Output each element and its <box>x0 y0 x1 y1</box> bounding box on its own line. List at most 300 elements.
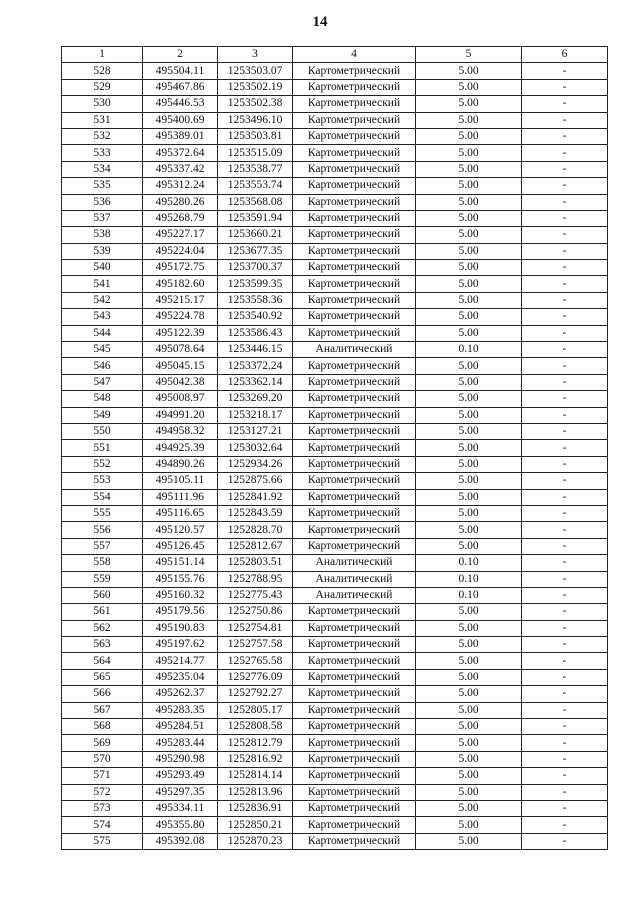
table-cell: 495290.98 <box>143 751 218 767</box>
table-row <box>62 210 608 226</box>
table-cell: 495197.62 <box>143 637 218 653</box>
table-cell: 1253515.09 <box>218 145 293 161</box>
table-cell: 573 <box>62 800 143 816</box>
table-cell: 543 <box>62 309 143 325</box>
table-cell: Картометрический <box>293 128 416 144</box>
table-cell: Картометрический <box>293 391 416 407</box>
table-row <box>62 309 608 325</box>
table-row <box>62 669 608 685</box>
table-cell: 5.00 <box>416 79 522 95</box>
header-row <box>62 47 608 63</box>
table-cell: 1253502.38 <box>218 96 293 112</box>
table-cell: Картометрический <box>293 194 416 210</box>
table-cell: 5.00 <box>416 227 522 243</box>
table-row <box>62 768 608 784</box>
table-cell: - <box>522 309 608 325</box>
table-cell: Аналитический <box>293 555 416 571</box>
table-cell: - <box>522 669 608 685</box>
table-header <box>62 47 608 63</box>
table-row <box>62 800 608 816</box>
table-cell: 1252776.09 <box>218 669 293 685</box>
table-cell: Картометрический <box>293 473 416 489</box>
table-cell: 495126.45 <box>143 538 218 554</box>
table-cell: 495155.76 <box>143 571 218 587</box>
table-cell: 5.00 <box>416 505 522 521</box>
table-row <box>62 456 608 472</box>
table-cell: Картометрический <box>293 751 416 767</box>
table-cell: 5.00 <box>416 96 522 112</box>
table-cell: Картометрический <box>293 719 416 735</box>
table-row <box>62 342 608 358</box>
table-cell: - <box>522 178 608 194</box>
table-cell: 495293.49 <box>143 768 218 784</box>
table-cell: 5.00 <box>416 309 522 325</box>
table-row <box>62 79 608 95</box>
table-cell: - <box>522 79 608 95</box>
table-cell: 538 <box>62 227 143 243</box>
table-row <box>62 719 608 735</box>
table-cell: Картометрический <box>293 112 416 128</box>
table-row <box>62 391 608 407</box>
table-cell: 495151.14 <box>143 555 218 571</box>
table-cell: 539 <box>62 243 143 259</box>
table-cell: - <box>522 407 608 423</box>
table-cell: 545 <box>62 342 143 358</box>
table-cell: 495268.79 <box>143 210 218 226</box>
table-cell: 495337.42 <box>143 161 218 177</box>
table-cell: Картометрический <box>293 309 416 325</box>
table-cell: 495179.56 <box>143 604 218 620</box>
table-cell: Картометрический <box>293 423 416 439</box>
table-cell: 544 <box>62 325 143 341</box>
table-cell: 5.00 <box>416 669 522 685</box>
table-cell: - <box>522 784 608 800</box>
table-cell: 5.00 <box>416 358 522 374</box>
table-cell: 5.00 <box>416 833 522 849</box>
table-cell: 5.00 <box>416 210 522 226</box>
table-cell: 5.00 <box>416 620 522 636</box>
table-cell: 494890.26 <box>143 456 218 472</box>
table-cell: 1252750.86 <box>218 604 293 620</box>
table-cell: - <box>522 112 608 128</box>
table-cell: 5.00 <box>416 702 522 718</box>
table-cell: 537 <box>62 210 143 226</box>
table-cell: 1252812.79 <box>218 735 293 751</box>
table-cell: 495227.17 <box>143 227 218 243</box>
table-cell: 495297.35 <box>143 784 218 800</box>
table-row <box>62 817 608 833</box>
table-cell: 1252805.17 <box>218 702 293 718</box>
table-row <box>62 686 608 702</box>
table-cell: 494925.39 <box>143 440 218 456</box>
table-cell: 532 <box>62 128 143 144</box>
table-cell: Картометрический <box>293 243 416 259</box>
table-row <box>62 243 608 259</box>
table-cell: 495160.32 <box>143 587 218 603</box>
table-cell: 559 <box>62 571 143 587</box>
table-cell: - <box>522 751 608 767</box>
table-cell: 569 <box>62 735 143 751</box>
table-cell: 495172.75 <box>143 260 218 276</box>
table-row <box>62 161 608 177</box>
table-cell: 552 <box>62 456 143 472</box>
table-row <box>62 63 608 79</box>
table-cell: - <box>522 243 608 259</box>
table-row <box>62 260 608 276</box>
table-cell: - <box>522 800 608 816</box>
table-cell: - <box>522 653 608 669</box>
page-number: 14 <box>312 14 328 30</box>
table-cell: 0.10 <box>416 571 522 587</box>
table-cell: - <box>522 768 608 784</box>
table-cell: 495389.01 <box>143 128 218 144</box>
table-cell: - <box>522 161 608 177</box>
table-cell: 5.00 <box>416 243 522 259</box>
table-cell: Картометрический <box>293 145 416 161</box>
table-cell: 568 <box>62 719 143 735</box>
table-cell: - <box>522 145 608 161</box>
table-cell: 566 <box>62 686 143 702</box>
table-cell: - <box>522 374 608 390</box>
table-cell: - <box>522 260 608 276</box>
table-cell: 5.00 <box>416 456 522 472</box>
table-cell: Картометрический <box>293 489 416 505</box>
table-cell: 1252808.58 <box>218 719 293 735</box>
table-cell: Картометрический <box>293 653 416 669</box>
table-cell: 550 <box>62 423 143 439</box>
column-header: 1 <box>62 47 143 63</box>
table-cell: 530 <box>62 96 143 112</box>
table-cell: - <box>522 96 608 112</box>
table-cell: - <box>522 489 608 505</box>
table-cell: 495116.65 <box>143 505 218 521</box>
table-cell: 1252828.70 <box>218 522 293 538</box>
table-row <box>62 227 608 243</box>
table-cell: 1253568.08 <box>218 194 293 210</box>
table-cell: Картометрический <box>293 784 416 800</box>
table-cell: 5.00 <box>416 276 522 292</box>
table-cell: 5.00 <box>416 768 522 784</box>
table-row <box>62 538 608 554</box>
table-cell: - <box>522 227 608 243</box>
table-cell: 1252813.96 <box>218 784 293 800</box>
table-cell: 495008.97 <box>143 391 218 407</box>
table-cell: 495446.53 <box>143 96 218 112</box>
table-cell: - <box>522 555 608 571</box>
table-cell: 5.00 <box>416 751 522 767</box>
table-cell: 5.00 <box>416 719 522 735</box>
table-cell: 548 <box>62 391 143 407</box>
table-cell: 1252803.51 <box>218 555 293 571</box>
table-cell: Картометрический <box>293 178 416 194</box>
table-row <box>62 374 608 390</box>
table-cell: 5.00 <box>416 817 522 833</box>
table-cell: 1252814.14 <box>218 768 293 784</box>
table-cell: 495283.44 <box>143 735 218 751</box>
table-cell: Картометрический <box>293 522 416 538</box>
table-cell: - <box>522 325 608 341</box>
table-cell: 495235.04 <box>143 669 218 685</box>
table-cell: - <box>522 686 608 702</box>
table-cell: 495105.11 <box>143 473 218 489</box>
table-cell: Картометрический <box>293 833 416 849</box>
table-cell: 5.00 <box>416 784 522 800</box>
table-cell: 495045.15 <box>143 358 218 374</box>
table-cell: 495355.80 <box>143 817 218 833</box>
table-cell: - <box>522 63 608 79</box>
table-cell: 567 <box>62 702 143 718</box>
table-row <box>62 325 608 341</box>
table-cell: 1252870.23 <box>218 833 293 849</box>
table-cell: 1252775.43 <box>218 587 293 603</box>
table-cell: - <box>522 342 608 358</box>
table-cell: Картометрический <box>293 800 416 816</box>
table-cell: 1253591.94 <box>218 210 293 226</box>
table-cell: 1253362.14 <box>218 374 293 390</box>
table-cell: 5.00 <box>416 325 522 341</box>
table-cell: 495504.11 <box>143 63 218 79</box>
table-cell: - <box>522 292 608 308</box>
table-cell: 565 <box>62 669 143 685</box>
table-cell: 542 <box>62 292 143 308</box>
table-cell: Картометрический <box>293 374 416 390</box>
table-cell: 495283.35 <box>143 702 218 718</box>
table-cell: 561 <box>62 604 143 620</box>
table-row <box>62 833 608 849</box>
table-cell: - <box>522 833 608 849</box>
table-cell: 495224.04 <box>143 243 218 259</box>
table-cell: Картометрический <box>293 358 416 374</box>
table-cell: 553 <box>62 473 143 489</box>
table-cell: - <box>522 210 608 226</box>
table-cell: 1253677.35 <box>218 243 293 259</box>
table-cell: 5.00 <box>416 604 522 620</box>
table-row <box>62 653 608 669</box>
table-row <box>62 440 608 456</box>
table-cell: 495284.51 <box>143 719 218 735</box>
table-cell: Картометрический <box>293 260 416 276</box>
table-cell: 5.00 <box>416 194 522 210</box>
table-cell: - <box>522 505 608 521</box>
table-cell: 495262.37 <box>143 686 218 702</box>
table-cell: Картометрический <box>293 96 416 112</box>
table-cell: 1252792.27 <box>218 686 293 702</box>
table-cell: 5.00 <box>416 538 522 554</box>
table-cell: Картометрический <box>293 620 416 636</box>
table-cell: - <box>522 440 608 456</box>
table-cell: 5.00 <box>416 800 522 816</box>
table-cell: 1253540.92 <box>218 309 293 325</box>
table-cell: Картометрический <box>293 63 416 79</box>
table-row <box>62 128 608 144</box>
table-cell: Картометрический <box>293 456 416 472</box>
table-cell: Картометрический <box>293 79 416 95</box>
table-cell: Аналитический <box>293 587 416 603</box>
table-cell: 1253538.77 <box>218 161 293 177</box>
table-row <box>62 145 608 161</box>
table-cell: 495372.64 <box>143 145 218 161</box>
table-cell: 528 <box>62 63 143 79</box>
table-row <box>62 96 608 112</box>
table-cell: 495042.38 <box>143 374 218 390</box>
table-cell: 1252850.21 <box>218 817 293 833</box>
table-cell: 570 <box>62 751 143 767</box>
table-cell: 1252757.58 <box>218 637 293 653</box>
table-row <box>62 489 608 505</box>
table-cell: - <box>522 620 608 636</box>
table-cell: 546 <box>62 358 143 374</box>
table-cell: 540 <box>62 260 143 276</box>
table-cell: 1253553.74 <box>218 178 293 194</box>
table-cell: 5.00 <box>416 374 522 390</box>
table-cell: 1253032.64 <box>218 440 293 456</box>
table-cell: 5.00 <box>416 735 522 751</box>
table-row <box>62 112 608 128</box>
table-cell: 1253660.21 <box>218 227 293 243</box>
table-cell: - <box>522 702 608 718</box>
table-cell: 495078.64 <box>143 342 218 358</box>
table-cell: 5.00 <box>416 653 522 669</box>
table-cell: 535 <box>62 178 143 194</box>
table-cell: 575 <box>62 833 143 849</box>
table-cell: 1252841.92 <box>218 489 293 505</box>
table-cell: 556 <box>62 522 143 538</box>
table-cell: 1252754.81 <box>218 620 293 636</box>
table-cell: Картометрический <box>293 276 416 292</box>
table-row <box>62 522 608 538</box>
column-header: 5 <box>416 47 522 63</box>
table-cell: 563 <box>62 637 143 653</box>
table-row <box>62 555 608 571</box>
table-cell: 5.00 <box>416 260 522 276</box>
table-cell: - <box>522 391 608 407</box>
table-cell: 1252788.95 <box>218 571 293 587</box>
table-cell: 0.10 <box>416 555 522 571</box>
table-cell: - <box>522 276 608 292</box>
table-cell: Картометрический <box>293 817 416 833</box>
table-cell: 495400.69 <box>143 112 218 128</box>
table-cell: Картометрический <box>293 702 416 718</box>
table-cell: 1253496.10 <box>218 112 293 128</box>
table-cell: - <box>522 423 608 439</box>
table-cell: 533 <box>62 145 143 161</box>
table-row <box>62 751 608 767</box>
table-cell: 560 <box>62 587 143 603</box>
table-cell: Картометрический <box>293 637 416 653</box>
table-cell: - <box>522 587 608 603</box>
table-cell: 5.00 <box>416 63 522 79</box>
table-cell: 531 <box>62 112 143 128</box>
table-cell: Картометрический <box>293 538 416 554</box>
table-cell: Картометрический <box>293 735 416 751</box>
column-header: 3 <box>218 47 293 63</box>
column-header: 6 <box>522 47 608 63</box>
table-cell: - <box>522 522 608 538</box>
table-cell: 5.00 <box>416 423 522 439</box>
table-cell: 495215.17 <box>143 292 218 308</box>
table-cell: 1252875.66 <box>218 473 293 489</box>
table-cell: 572 <box>62 784 143 800</box>
table-cell: 495467.86 <box>143 79 218 95</box>
table-cell: Картометрический <box>293 505 416 521</box>
table-cell: 5.00 <box>416 407 522 423</box>
table-cell: 562 <box>62 620 143 636</box>
table-cell: - <box>522 817 608 833</box>
table-cell: 1253503.07 <box>218 63 293 79</box>
table-cell: 551 <box>62 440 143 456</box>
table-cell: Картометрический <box>293 210 416 226</box>
table-cell: 529 <box>62 79 143 95</box>
table-cell: 1252816.92 <box>218 751 293 767</box>
table-row <box>62 637 608 653</box>
table-cell: 495334.11 <box>143 800 218 816</box>
table-cell: - <box>522 604 608 620</box>
table-row <box>62 505 608 521</box>
table-cell: 1252765.58 <box>218 653 293 669</box>
table-cell: 1253127.21 <box>218 423 293 439</box>
table-cell: 495214.77 <box>143 653 218 669</box>
table-cell: 5.00 <box>416 128 522 144</box>
table-cell: 1253586.43 <box>218 325 293 341</box>
table-row <box>62 620 608 636</box>
table-cell: 5.00 <box>416 489 522 505</box>
table-row <box>62 604 608 620</box>
table-row <box>62 194 608 210</box>
table-cell: Картометрический <box>293 686 416 702</box>
table-cell: - <box>522 456 608 472</box>
table-cell: 495392.08 <box>143 833 218 849</box>
table-cell: 5.00 <box>416 440 522 456</box>
table-cell: 1252934.26 <box>218 456 293 472</box>
table-cell: 557 <box>62 538 143 554</box>
table-cell: 495182.60 <box>143 276 218 292</box>
table-cell: Картометрический <box>293 227 416 243</box>
table-cell: 547 <box>62 374 143 390</box>
table-row <box>62 702 608 718</box>
table-cell: 5.00 <box>416 391 522 407</box>
table-cell: 495190.83 <box>143 620 218 636</box>
table-row <box>62 735 608 751</box>
table-cell: 1253599.35 <box>218 276 293 292</box>
table-cell: - <box>522 571 608 587</box>
table-cell: 495224.78 <box>143 309 218 325</box>
table-row <box>62 473 608 489</box>
table-cell: 555 <box>62 505 143 521</box>
table-cell: 1253218.17 <box>218 407 293 423</box>
table-cell: 5.00 <box>416 637 522 653</box>
table-cell: - <box>522 637 608 653</box>
table-cell: - <box>522 128 608 144</box>
table-cell: 495122.39 <box>143 325 218 341</box>
table-cell: 574 <box>62 817 143 833</box>
table-cell: 495312.24 <box>143 178 218 194</box>
table-cell: 536 <box>62 194 143 210</box>
table-cell: 0.10 <box>416 587 522 603</box>
table-cell: Картометрический <box>293 604 416 620</box>
table-row <box>62 407 608 423</box>
column-header: 4 <box>293 47 416 63</box>
coordinates-table <box>61 46 608 850</box>
table-cell: Картометрический <box>293 407 416 423</box>
table-row <box>62 423 608 439</box>
table-cell: 1252836.91 <box>218 800 293 816</box>
table-cell: 495280.26 <box>143 194 218 210</box>
table-cell: 541 <box>62 276 143 292</box>
table-cell: 554 <box>62 489 143 505</box>
table-row <box>62 587 608 603</box>
table-cell: Аналитический <box>293 342 416 358</box>
table-cell: - <box>522 719 608 735</box>
